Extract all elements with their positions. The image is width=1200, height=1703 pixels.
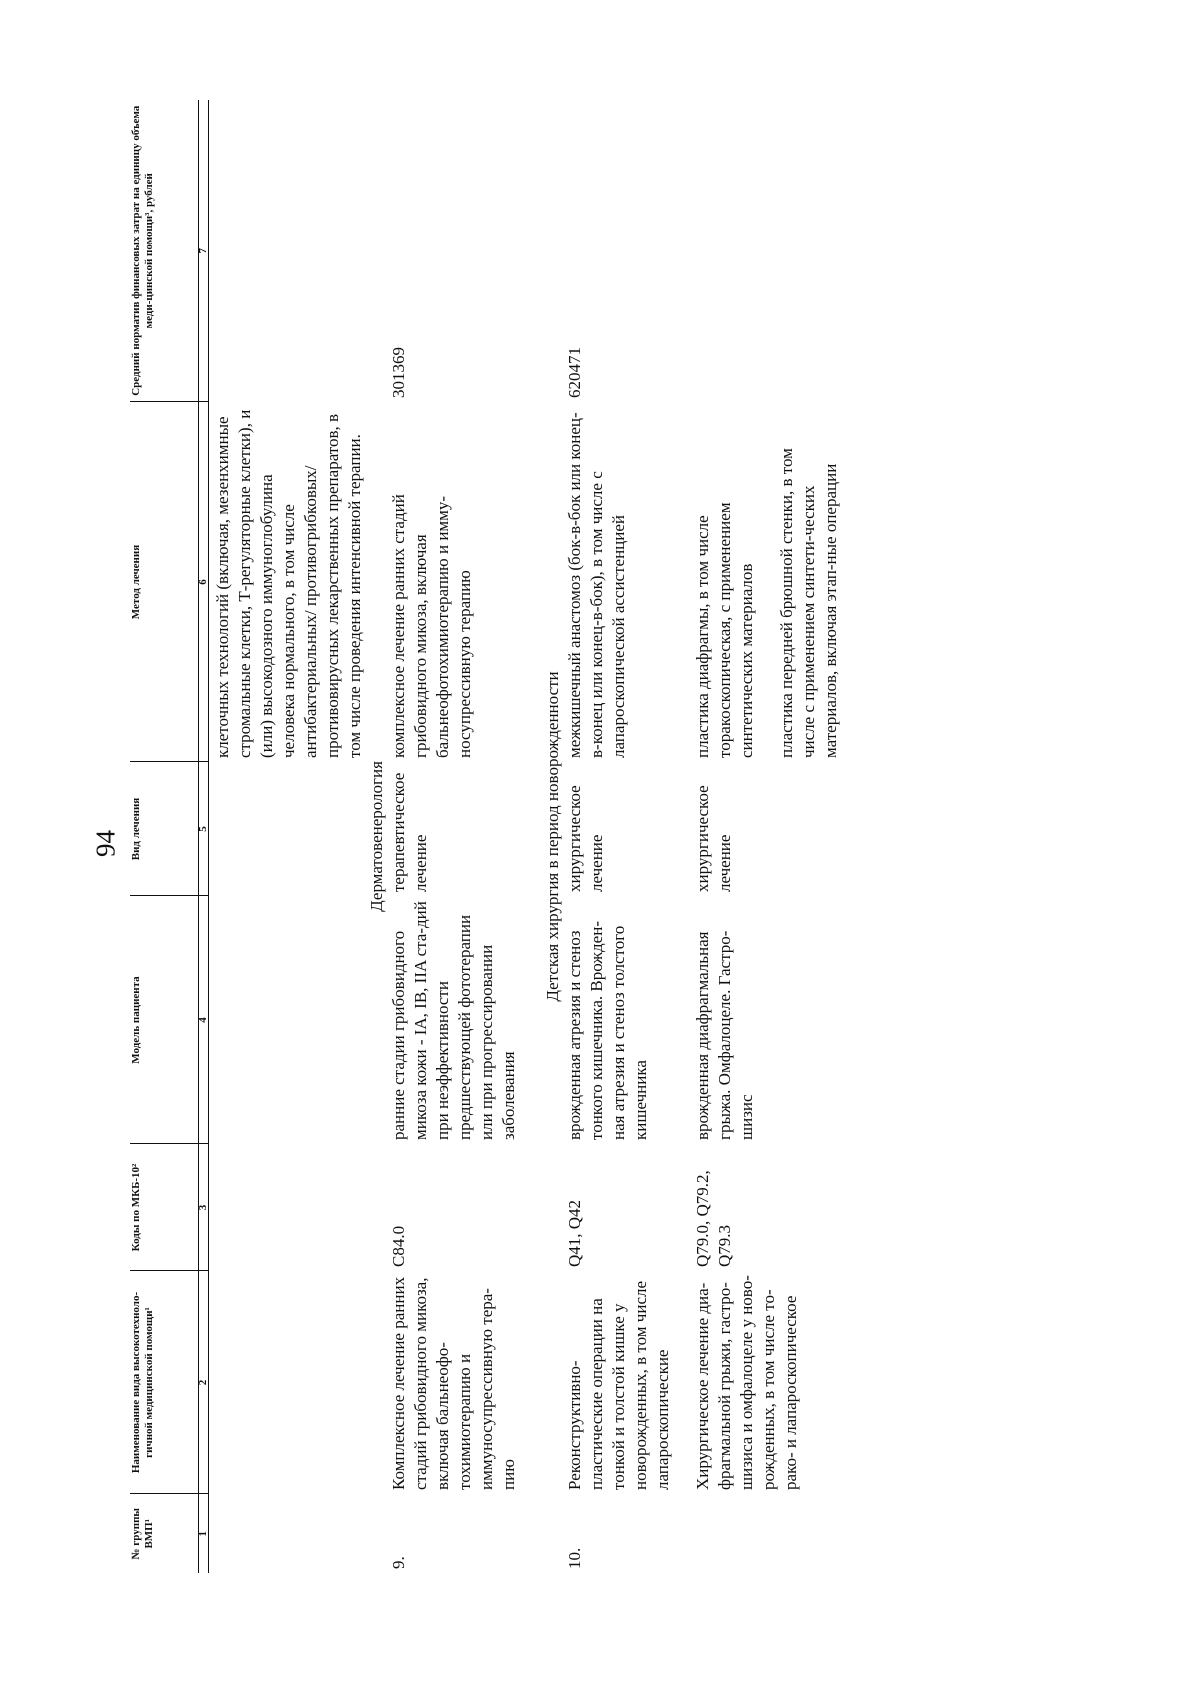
section-heading-row — [366, 100, 388, 1573]
vmp-name: Реконструктивно-пластические операции на тонкой и толстой кишке у новорожденных, в том числе лапароскопические — [565, 1280, 672, 1490]
rotated-table-container — [130, 100, 1200, 1573]
continuation-row — [209, 100, 367, 1573]
header-treatment-type: Вид лечения — [130, 762, 199, 896]
column-number: 1 — [199, 1494, 209, 1573]
treatment-method: межкишечный анастомоз (бок-в-бок или конец-в-конец или конец-в-бок), в том числе с лапароскопической ассистенцией — [565, 412, 628, 758]
treatment-type: хирургическое лечение — [565, 785, 606, 892]
treatment-type: терапевтическое лечение — [389, 772, 430, 892]
patient-model: ранние стадии грибовидного микоза кожи - IA, IB, IIA ста-дий при неэффективности предшествующей фототерапии или при прогрессировании заболевания — [389, 901, 518, 1140]
icd-codes: C84.0 — [389, 1225, 408, 1267]
treatment-method-alt: пластика передней брюшной стенки, в том числе с применением синтети-ческих материалов, включая этап-ные операции — [777, 448, 840, 758]
column-number: 4 — [199, 896, 209, 1144]
header-icd-codes: Коды по МКБ-10² — [130, 1144, 199, 1271]
page-number: 94 — [90, 830, 121, 857]
treatment-type: хирургическое лечение — [693, 785, 734, 892]
treatment-method-cell — [674, 402, 842, 762]
section-heading-row — [520, 100, 564, 1573]
vmp-name: Комплексное лечение ранних стадий грибовидного микоза, включая бальнеофо-тохимиотерапию и иммуносупрессивную тера-пию — [389, 1276, 518, 1490]
continuation-method: клеточных технологий (включая, мезенхимные стромальные клетки, Т-регуляторные клетки), и (или) высокодозного иммуноглобулина человека нормального, в том числе антибактериальных/ противогрибковых/ противовирусных лекарственных препаратов, в том числе проведения интенсивной терапии. — [213, 409, 364, 758]
cost-value — [674, 100, 842, 402]
header-vmp-name: Наименование вида высокотехноло-гичной медицинской помощи¹ — [130, 1271, 199, 1494]
cost-value: 301369 — [389, 347, 408, 398]
header-patient-model: Модель пациента — [130, 896, 199, 1144]
header-row — [130, 100, 199, 1573]
icd-codes: Q41, Q42 — [565, 1199, 584, 1267]
group-number: 9. — [389, 1556, 408, 1569]
icd-codes: Q79.0, Q79.2, Q79.3 — [693, 1170, 734, 1267]
column-number: 7 — [199, 100, 209, 402]
vmp-name: Хирургическое лечение диа-фрагмальной грыжи, гастро-шизиса и омфалоцеле у ново-рожденных, в том числе то-рако- и лапароскопическое — [693, 1275, 800, 1490]
header-treatment-method: Метод лечения — [130, 402, 199, 762]
table-row — [388, 100, 520, 1573]
group-number: 10. — [565, 1547, 584, 1569]
column-number: 5 — [199, 762, 209, 896]
column-number: 2 — [199, 1271, 209, 1494]
section-title-dermatovenerology: Дерматовенерология — [367, 761, 386, 912]
vmp-table — [130, 100, 842, 1573]
column-number: 6 — [199, 402, 209, 762]
table-row — [564, 100, 674, 1573]
header-cost-norm: Средний норматив финансовых затрат на единицу объема меди-цинской помощи³, рублей — [130, 100, 199, 402]
cost-value: 620471 — [565, 347, 584, 398]
column-number-row — [199, 100, 209, 1573]
patient-model: врожденная диафрагмальная грыжа. Омфалоцеле. Гастро-шизис — [693, 930, 756, 1140]
table-row — [674, 100, 842, 1573]
column-number: 3 — [199, 1144, 209, 1271]
group-number — [674, 1494, 842, 1573]
treatment-method: пластика диафрагмы, в том числе торакоскопическая, с применением синтетических материалов — [693, 502, 756, 758]
section-title-neonatal-surgery: Детская хирургия в период новорожденности — [543, 671, 562, 1002]
header-group-number: № группы ВМП¹ — [130, 1494, 199, 1573]
treatment-method: комплексное лечение ранних стадий грибовидного микоза, включая бальнеофотохимиотерапию и имму-носупрессивную терапию — [389, 494, 474, 758]
patient-model: врожденная атрезия и стеноз тонкого кишечника. Врожден-ная атрезия и стеноз толстого кишечника — [565, 921, 650, 1140]
